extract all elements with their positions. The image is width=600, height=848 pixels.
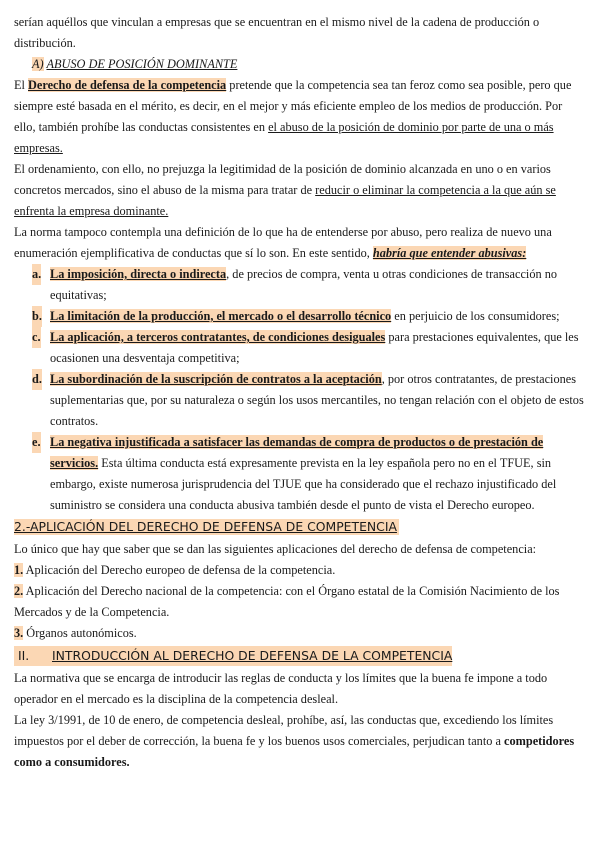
section-ii-p2-start: La ley 3/1991, de 10 de enero, de competencia desleal, prohíbe, así, las conductas que, excediendo los límites impuestos por el deber de corrección, la buena fe y los buenos usos comerciales, perjudican tanto a xyxy=(14,713,554,748)
section-ii-title: INTRODUCCIÓN AL DERECHO DE DEFENSA DE LA COMPETENCIA xyxy=(52,648,453,663)
subsection-a-title: ABUSO DE POSICIÓN DOMINANTE xyxy=(46,57,238,71)
subsection-a-heading xyxy=(14,54,586,75)
section-2-intro: Lo único que hay que saber que se dan las siguientes aplicaciones del derecho de defensa de competencia: xyxy=(14,542,537,556)
list-marker: d. xyxy=(32,369,42,390)
section-ii-p2-bold: competidores como a consumidores. xyxy=(14,734,575,769)
list-item-text: Aplicación del Derecho nacional de la competencia: con el Órgano estatal de la Comisión Nacimiento de los Mercados y de la Competencia. xyxy=(14,584,560,619)
list-item xyxy=(14,560,586,581)
list-item-text: , por otros contratantes, de prestaciones suplementarias que, por su naturaleza o según los usos mercantiles, no tengan relación con el objeto de estos contratos. xyxy=(50,372,584,428)
list-item-text: , de precios de compra, venta u otras condiciones de transacción no equitativas; xyxy=(50,267,558,302)
list-item-highlight: La limitación de la producción, el mercado o el desarrollo técnico xyxy=(50,309,392,323)
p1-middle: pretende que la competencia sea tan feroz como sea posible, pero que siempre esté basada en el mérito, es decir, en el mejor y más eficiente empleo de los medios de producción. Por ello, también prohíbe las conductas consistentes en xyxy=(14,78,572,134)
list-item-highlight: La imposición, directa o indirecta xyxy=(50,267,227,281)
abuse-list xyxy=(14,264,586,516)
paragraph-defensa-competencia xyxy=(14,75,586,159)
list-item xyxy=(14,306,586,327)
list-item-highlight: La negativa injustificada a satisfacer las demandas de compra de productos o de prestación de servicios. xyxy=(50,435,544,470)
list-marker: b. xyxy=(32,306,42,327)
p3-highlight: habría que entender abusivas: xyxy=(372,246,527,260)
list-number: 1. xyxy=(14,563,24,577)
list-item-text: en perjuicio de los consumidores; xyxy=(391,309,560,323)
list-item xyxy=(14,327,586,369)
list-marker: a. xyxy=(32,264,41,285)
list-number: 3. xyxy=(14,626,24,640)
list-item-highlight: La subordinación de la suscripción de contratos a la aceptación xyxy=(50,372,382,386)
p1-underline: el abuso de la posición de dominio por parte de una o más empresas. xyxy=(14,120,554,155)
subsection-a-letter: A) xyxy=(32,57,44,71)
p1-start: El xyxy=(14,78,29,92)
section-2-heading xyxy=(14,517,586,537)
list-item-text: Órganos autonómicos. xyxy=(23,626,137,640)
paragraph-norma xyxy=(14,222,586,264)
list-item-text: Aplicación del Derecho europeo de defensa de la competencia. xyxy=(23,563,336,577)
list-marker: c. xyxy=(32,327,41,348)
section-ii-number: II. xyxy=(18,648,30,663)
p3-start: La norma tampoco contempla una definición de lo que ha de entenderse por abuso, pero realiza de nuevo una enumeración ejemplificativa de conductas que sí lo son. En este sentido, xyxy=(14,225,552,260)
list-item xyxy=(14,264,586,306)
list-item xyxy=(14,432,586,516)
list-number: 2. xyxy=(14,584,24,598)
list-item-text: Esta última conducta está expresamente prevista en la ley española pero no en el TFUE, sin embargo, existe numerosa jurisprudencia del TJUE que ha considerado que el rechazo injustificado del suministro se considera una conducta abusiva también desde el punto de vista el Derecho europeo. xyxy=(50,456,557,512)
list-item xyxy=(14,581,586,623)
list-item-highlight: La aplicación, a terceros contratantes, de condiciones desiguales xyxy=(50,330,386,344)
list-marker: e. xyxy=(32,432,41,453)
list-item xyxy=(14,369,586,432)
section-ii-paragraph-2 xyxy=(14,710,586,773)
section-ii-heading xyxy=(14,646,452,666)
intro-tail-paragraph: serían aquéllos que vinculan a empresas que se encuentran en el mismo nivel de la cadena de producción o distribución. xyxy=(14,15,540,50)
paragraph-ordenamiento xyxy=(14,159,586,222)
section-ii-paragraph-1: La normativa que se encarga de introducir las reglas de conducta y los límites que la buena fe impone a todo operador en el mercado es la disciplina de la competencia desleal. xyxy=(14,671,548,706)
p1-highlight: Derecho de defensa de la competencia xyxy=(28,78,227,92)
document-page xyxy=(14,12,586,773)
section-2-title: 2.-APLICACIÓN DEL DERECHO DE DEFENSA DE COMPETENCIA xyxy=(14,519,397,534)
list-item xyxy=(14,623,586,644)
p2-start: El ordenamiento, con ello, no prejuzga la legitimidad de la posición de dominio alcanzada en uno o en varios concretos mercados, sino el abuso de la misma para tratar de xyxy=(14,162,551,197)
p2-underline: reducir o eliminar la competencia a la que aún se enfrenta la empresa dominante. xyxy=(14,183,556,218)
list-item-text: para prestaciones equivalentes, que les ocasionen una desventaja competitiva; xyxy=(50,330,579,365)
